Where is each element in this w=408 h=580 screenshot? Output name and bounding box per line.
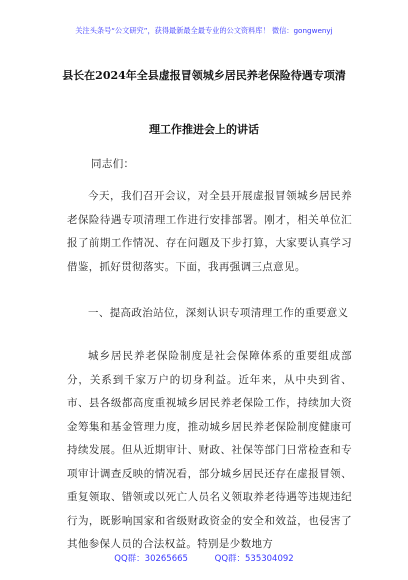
footer	[0, 552, 408, 564]
footer-qq-group-1: QQ群：30265665	[114, 554, 188, 564]
paragraph-body: 城乡居民养老保险制度是社会保障体系的重要组成部分，关系到千家万户的切身利益。近年来，从中央到省、市、县各级都高度重视城乡居民养老保险工作，持续加大资金筹集和基金管理力度，推动城乡居民养老保险制度健康可持续发展。但从近期审计、财政、社保等部门日常检查和专项审计调查反映的情况看，部分城乡居民还存在虚报冒领、重复领取、错领或以死亡人员名义领取养老待遇等违规违纪行为，既影响国家和省级财政资金的安全和效益，也侵害了其他参保人员的合法权益。特别是少数地方	[67, 350, 352, 550]
footer-qq-group-2: QQ群：535304092	[214, 554, 294, 564]
section-heading-1: 一、提高政治站位，深刻认识专项清理工作的重要意义	[88, 307, 349, 319]
document-title-line-1: 县长在2024年全县虚报冒领城乡居民养老保险待遇专项清	[62, 69, 346, 82]
header-banner: 关注头条号“公文研究”，获得最新最全最专业的公文资料库！ 微信：gongwenyj	[75, 26, 333, 35]
paragraph-intro: 今天，我们召开会议，对全县开展虚报冒领城乡居民养老保险待遇专项清理工作进行安排部署。刚才，相关单位汇报了前期工作情况、存在问题及下步打算，大家要认真学习借鉴，抓好贯彻落实。下面，我再强调三点意见。	[67, 190, 352, 273]
document-title-line-2: 理工作推进会上的讲话	[149, 123, 259, 136]
greeting: 同志们：	[91, 158, 135, 170]
